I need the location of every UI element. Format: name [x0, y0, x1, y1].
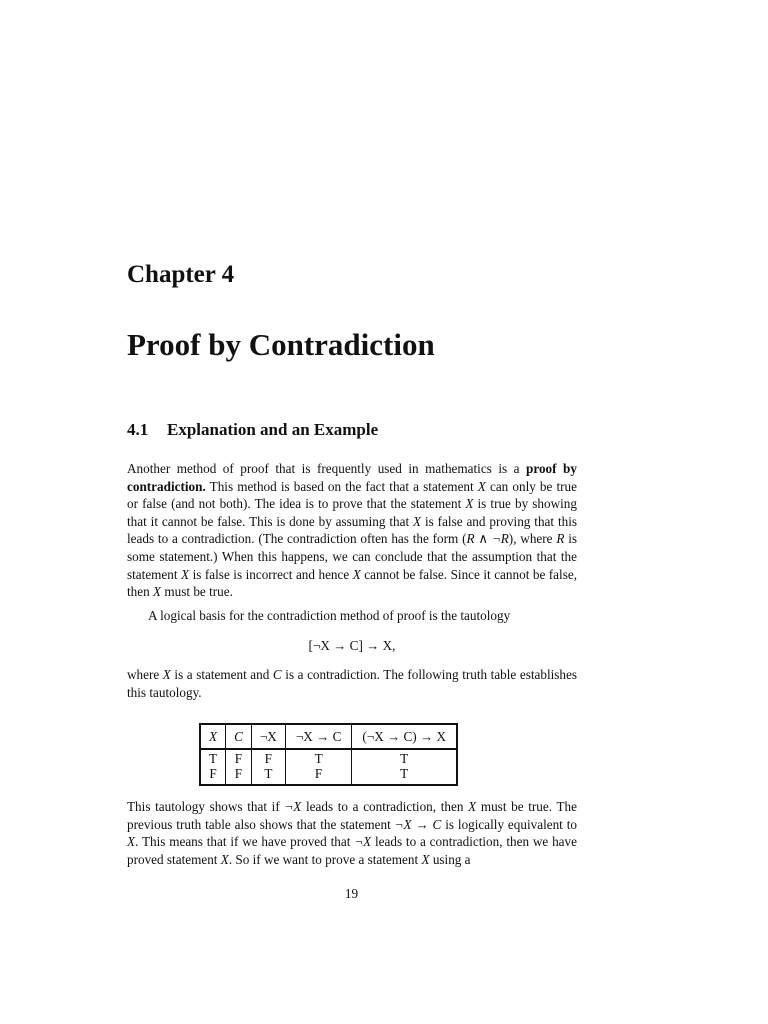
truth-table-cell: F: [226, 749, 252, 766]
truth-table-cell: T: [251, 766, 285, 785]
page-number: 19: [344, 886, 359, 901]
truth-table-row: [200, 766, 457, 785]
truth-table-cell: T: [352, 766, 457, 785]
section-heading: [127, 419, 378, 441]
paragraph-formula-explanation: where X is a statement and C is a contradiction. The following truth table establishes this tautology.: [127, 667, 577, 700]
key-term-bold: proof by contradiction.: [127, 461, 577, 494]
section-number: 4.1: [127, 420, 149, 439]
truth-table: [199, 723, 458, 786]
chapter-title: Proof by Contradiction: [127, 327, 435, 362]
truth-table-header: ¬X: [251, 724, 285, 749]
truth-table-row: [200, 749, 457, 766]
truth-table-cell: F: [285, 766, 352, 785]
truth-table-header: ¬X → C: [285, 724, 352, 749]
truth-table-cell: T: [200, 749, 226, 766]
truth-table-cell: F: [251, 749, 285, 766]
truth-table-header: (¬X → C) → X: [352, 724, 457, 749]
chapter-label: Chapter 4: [127, 261, 235, 288]
paragraph-intro: Another method of proof that is frequently used in mathematics is a proof by contradiction. This method is based on the fact that a statement X can only be true or false (and not both). The idea is to prove that the statement X is true by showing that it cannot be false. This is done by assuming that X is false and proving that this leads to a contradiction. (The contradiction often has the form (R ∧ ¬R), where R is some statement.) When this happens, we can conclude that the assumption that the statement X is false is incorrect and hence X cannot be false. Since it cannot be false, then X must be true.: [127, 461, 577, 600]
truth-table-cell: F: [200, 766, 226, 785]
truth-table-cell: F: [226, 766, 252, 785]
truth-table-cell: T: [352, 749, 457, 766]
paragraph-conclusion: This tautology shows that if ¬X leads to a contradiction, then X must be true. The previous truth table also shows that the statement ¬X → C is logically equivalent to X. This means that if we have proved that ¬X leads to a contradiction, then we have proved statement X. So if we want to prove a statement X using a: [127, 799, 577, 867]
tautology-formula: [¬X → C] → X,: [308, 638, 396, 653]
truth-table-cell: T: [285, 749, 352, 766]
paragraph-tautology-intro: A logical basis for the contradiction method of proof is the tautology: [148, 608, 511, 623]
truth-table-header: C: [226, 724, 252, 749]
section-title: Explanation and an Example: [167, 420, 379, 439]
truth-table-header-row: [200, 724, 457, 749]
truth-table-header: X: [200, 724, 226, 749]
